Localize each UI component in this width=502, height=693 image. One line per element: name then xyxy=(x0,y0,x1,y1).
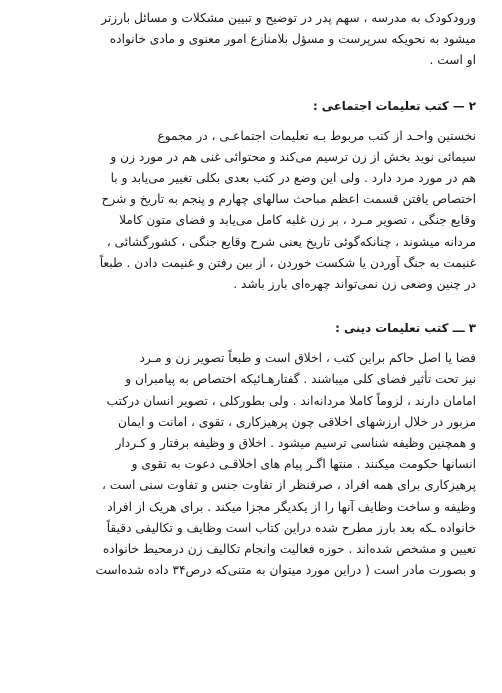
text-line: و بصورت مادر است ( دراین مورد میتوان به متنی‌که درص۳۴ داده شده‌است xyxy=(95,563,476,578)
text-line: و همچنین وظیفه شناسی ترسیم میشود . اخلاق و وظیفه برفتار و کـردار xyxy=(115,436,476,451)
text-line: پرهیزکاری برای همه افراد ، صرفنظر از تفاوت جنس و تفاوت سنی است ، xyxy=(102,478,476,493)
text-line: اختصاص یافتن قسمت اعظم مباحث سالهای چهارم و پنجم به تاریخ و شرح xyxy=(101,192,476,207)
text-line: وقایع جنگی ، تصویر مـرد ، بر زن غلبه کامل می‌یابد و فضای متون کاملا xyxy=(119,213,476,228)
text-line: هم در مورد مرد دارد . ولی این وضع در کتب بعدی بکلی تغییر می‌یابد و با xyxy=(110,171,476,186)
text-line: مزبور در خلال ارزشهای اخلاقی چون پرهیزکاری ، تقوی ، امانت و ایمان xyxy=(118,414,476,429)
religious-education-paragraph xyxy=(26,348,476,581)
intro-paragraph xyxy=(26,8,476,72)
text-line: وظیفه و ساخت وظایف آنها را از یکدیگر مجزا میکند . برای هریک از افراد xyxy=(107,499,476,514)
text-line: در چنین وضعی زن نمی‌تواند چهره‌ای بارز باشد . xyxy=(233,277,476,292)
text-line: انسانها حکومت میکنند . منتها اگـر پیام های اخلاقـی دعوت به تقوی و xyxy=(131,457,476,472)
text-line: او است . xyxy=(429,53,476,68)
text-line: غنیمت به جنگ آوردن یا شکست خوردن ، از بین رفتن و غنیمت دادن . طبعاً xyxy=(99,255,476,270)
text-line: تعیین و مشخص شده‌اند . حوزه فعالیت وانجام تکالیف زن درمحیط خانواده xyxy=(102,542,476,557)
section-heading-religious: ۳ ـــ کتب تعلیمات دینی : xyxy=(335,321,476,336)
section-heading-social: ۲ — کتب تعلیمات اجتماعی : xyxy=(312,98,476,113)
text-line: امامان دارند ، لزوماً کاملا مردانه‌اند . ولی بطورکلی ، تصویر انسان درکتب xyxy=(106,393,476,408)
text-line: فضا یا اصل حاکم براین کتب ، اخلاق است و طبعاً تصویر زن و مـرد xyxy=(139,351,476,366)
text-line: نیز تحت تأثیر فضای کلی میباشند . گفتارهـائیکه اختصاص به پیامبران و xyxy=(125,372,476,387)
text-line: میشود به نحویکه سرپرست و مسؤل بلامنازع امور معنوی و مادی خانواده xyxy=(109,32,476,47)
text-line: مردانه میشوند ، چنانکه‌گوئی تاریخ یعنی شرح وقایع جنگی ، کشورگشائی ، xyxy=(106,234,476,249)
text-line: سیمائی نوید بخش از زن ترسیم می‌کند و محتوائی غنی هم در مورد زن و xyxy=(110,149,476,164)
social-education-paragraph xyxy=(26,126,476,296)
text-line: خانواده ـکه بعد بارز مطرح شده دراین کتاب است وظایف و تکالیفی دقیقاً xyxy=(106,520,476,535)
text-line: نخستین واحـد از کتب مربوط بـه تعلیمات اجتماعـی ، در مجموع xyxy=(157,128,476,143)
text-line: ورودکودک به مدرسه ، سهم پدر در توضیح و تبیین مشکلات و مسائل بارزتر xyxy=(101,11,476,25)
